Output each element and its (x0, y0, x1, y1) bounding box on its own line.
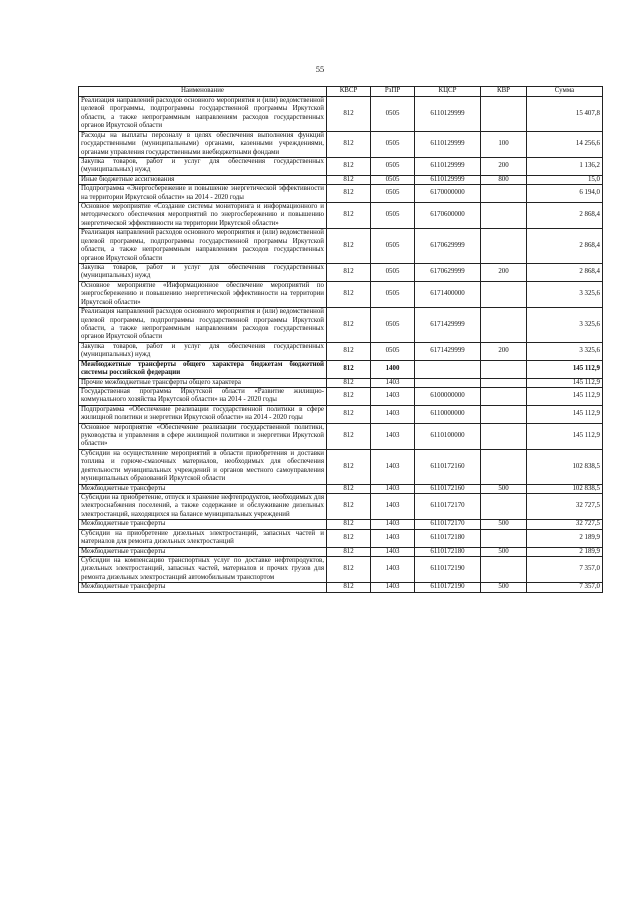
table-row (79, 405, 603, 423)
cell-kcsr: 6110129999 (415, 157, 481, 175)
table-row (79, 264, 603, 282)
cell-rzpr: 0505 (371, 157, 415, 175)
cell-rzpr: 0505 (371, 264, 415, 282)
table-row (79, 342, 603, 360)
table-row (79, 493, 603, 519)
cell-kvr: 100 (481, 131, 527, 157)
header-rzpr: РзПР (371, 87, 415, 97)
cell-kvsr: 812 (327, 308, 371, 343)
cell-name: Основное мероприятие «Обеспечение реализации государственной политики, руководства и управления в сфере жилищной политики и энергетики Иркутской области» (79, 423, 327, 449)
cell-kcsr: 6110000000 (415, 405, 481, 423)
table-row (79, 360, 603, 378)
cell-kvsr: 812 (327, 405, 371, 423)
cell-rzpr: 0505 (371, 203, 415, 229)
cell-rzpr: 1403 (371, 387, 415, 405)
header-name: Наименование (79, 87, 327, 97)
table-row (79, 203, 603, 229)
cell-sum: 32 727,5 (527, 520, 603, 529)
cell-sum: 7 357,0 (527, 556, 603, 582)
cell-kvsr: 812 (327, 131, 371, 157)
cell-sum: 14 256,6 (527, 131, 603, 157)
cell-sum: 15 407,8 (527, 97, 603, 132)
cell-sum: 2 189,9 (527, 529, 603, 547)
cell-kvr (481, 378, 527, 387)
table-row (79, 229, 603, 264)
cell-name: Государственная программа Иркутской области «Развитие жилищно-коммунального хозяйства Иркутской области» на 2014 - 2020 годы (79, 387, 327, 405)
cell-kcsr: 6110172170 (415, 493, 481, 519)
cell-kvsr: 812 (327, 203, 371, 229)
cell-kvr (481, 185, 527, 203)
table-row (79, 556, 603, 582)
cell-name: Основное мероприятие «Информационное обеспечение мероприятий по энергосбережению и повышению энергетической эффективности на территории Иркутской области» (79, 281, 327, 307)
table-row (79, 583, 603, 592)
cell-rzpr: 1403 (371, 449, 415, 484)
cell-name: Подпрограмма «Обеспечение реализации государственной политики в сфере жилищной политики и энергетики Иркутской области» на 2014 - 2020 годы (79, 405, 327, 423)
table-row (79, 387, 603, 405)
cell-kcsr (415, 378, 481, 387)
cell-kcsr: 6170629999 (415, 229, 481, 264)
cell-kvr (481, 308, 527, 343)
cell-name: Закупка товаров, работ и услуг для обеспечения государственных (муниципальных) нужд (79, 264, 327, 282)
cell-kcsr: 6110172180 (415, 529, 481, 547)
cell-kvr (481, 387, 527, 405)
cell-rzpr: 1403 (371, 583, 415, 592)
cell-sum: 145 112,9 (527, 360, 603, 378)
cell-kvr: 200 (481, 264, 527, 282)
cell-sum: 3 325,6 (527, 281, 603, 307)
cell-sum: 145 112,9 (527, 387, 603, 405)
header-sum: Сумма (527, 87, 603, 97)
cell-rzpr: 1403 (371, 405, 415, 423)
cell-sum: 2 189,9 (527, 547, 603, 556)
cell-rzpr: 0505 (371, 308, 415, 343)
cell-name: Субсидии на приобретение дизельных электростанций, запасных частей и материалов для ремонта дизельных электростанций (79, 529, 327, 547)
cell-kcsr (415, 360, 481, 378)
page-number: 55 (315, 64, 325, 74)
table-row (79, 529, 603, 547)
cell-kvr: 200 (481, 342, 527, 360)
cell-kvr (481, 360, 527, 378)
cell-sum: 102 838,5 (527, 449, 603, 484)
table-row (79, 423, 603, 449)
table-row (79, 378, 603, 387)
cell-kcsr: 6170000000 (415, 185, 481, 203)
table-row (79, 308, 603, 343)
cell-kcsr: 6110172170 (415, 520, 481, 529)
cell-kcsr: 6110172190 (415, 583, 481, 592)
cell-name: Закупка товаров, работ и услуг для обеспечения государственных (муниципальных) нужд (79, 157, 327, 175)
cell-sum: 6 194,0 (527, 185, 603, 203)
cell-name: Реализация направлений расходов основного мероприятия и (или) ведомственной целевой программы, подпрограммы государственной программы Иркутской области, а также непрограммным направлениям расходов государственных органов Иркутской области (79, 97, 327, 132)
cell-name: Иные бюджетные ассигнования (79, 175, 327, 184)
cell-kvsr: 812 (327, 157, 371, 175)
header-kvsr: КВСР (327, 87, 371, 97)
cell-kvsr: 812 (327, 484, 371, 493)
cell-sum: 7 357,0 (527, 583, 603, 592)
cell-kcsr: 6110172160 (415, 484, 481, 493)
table-header-row (79, 87, 603, 97)
cell-name: Межбюджетные трансферты (79, 484, 327, 493)
cell-name: Межбюджетные трансферты (79, 547, 327, 556)
cell-rzpr: 1403 (371, 423, 415, 449)
cell-kvsr: 812 (327, 281, 371, 307)
cell-rzpr: 0505 (371, 185, 415, 203)
header-kcsr: КЦСР (415, 87, 481, 97)
cell-name: Закупка товаров, работ и услуг для обеспечения государственных (муниципальных) нужд (79, 342, 327, 360)
table-row (79, 547, 603, 556)
cell-rzpr: 1403 (371, 547, 415, 556)
cell-kvr (481, 529, 527, 547)
cell-sum: 1 136,2 (527, 157, 603, 175)
cell-kvsr: 812 (327, 360, 371, 378)
cell-kvsr: 812 (327, 423, 371, 449)
cell-kvr (481, 203, 527, 229)
cell-sum: 32 727,5 (527, 493, 603, 519)
table-row (79, 281, 603, 307)
cell-name: Субсидии на осуществление мероприятий в области приобретения и доставки топлива и горюче-смазочных материалов, необходимых для обеспечения деятельности муниципальных учреждений и органов местного самоуправления муниципальных образований Иркутской области (79, 449, 327, 484)
cell-rzpr: 1403 (371, 529, 415, 547)
cell-kvr: 800 (481, 175, 527, 184)
cell-kvsr: 812 (327, 185, 371, 203)
table-row (79, 175, 603, 184)
table-row (79, 520, 603, 529)
cell-name: Реализация направлений расходов основного мероприятия и (или) ведомственной целевой программы, подпрограммы государственной программы Иркутской области, а также непрограммным направлениям расходов государственных органов Иркутской области (79, 308, 327, 343)
cell-kcsr: 6170629999 (415, 264, 481, 282)
cell-rzpr: 0505 (371, 229, 415, 264)
cell-sum: 145 112,9 (527, 378, 603, 387)
cell-kvr: 200 (481, 157, 527, 175)
cell-kvr (481, 281, 527, 307)
cell-kvsr: 812 (327, 556, 371, 582)
cell-kcsr: 6110100000 (415, 423, 481, 449)
cell-name: Субсидии на приобретение, отпуск и хранение нефтепродуктов, необходимых для электроснабжения поселений, а также содержание и обслуживание дизельных электростанций, находящихся на балансе муниципальных учреждений (79, 493, 327, 519)
cell-name: Реализация направлений расходов основного мероприятия и (или) ведомственной целевой программы, подпрограммы государственной программы Иркутской области, а также непрограммным направлениям расходов государственных органов Иркутской области (79, 229, 327, 264)
header-kvr: КВР (481, 87, 527, 97)
cell-name: Прочие межбюджетные трансферты общего характера (79, 378, 327, 387)
cell-kvsr: 812 (327, 387, 371, 405)
cell-kvsr: 812 (327, 342, 371, 360)
cell-sum: 2 868,4 (527, 229, 603, 264)
cell-kcsr: 6171400000 (415, 281, 481, 307)
cell-sum: 3 325,6 (527, 342, 603, 360)
cell-kvr (481, 449, 527, 484)
table-row (79, 97, 603, 132)
cell-kvsr: 812 (327, 520, 371, 529)
cell-kvr (481, 97, 527, 132)
cell-kvr (481, 493, 527, 519)
table-body (79, 97, 603, 593)
table-row (79, 157, 603, 175)
cell-rzpr: 1403 (371, 556, 415, 582)
cell-kcsr: 6110172180 (415, 547, 481, 556)
cell-kvsr: 812 (327, 264, 371, 282)
cell-kcsr: 6100000000 (415, 387, 481, 405)
cell-rzpr: 0505 (371, 175, 415, 184)
cell-kvr: 500 (481, 520, 527, 529)
cell-kvr (481, 405, 527, 423)
cell-name: Подпрограмма «Энергосбережение и повышение энергетической эффективности на территории Иркутской области» на 2014 - 2020 годы (79, 185, 327, 203)
cell-rzpr: 1400 (371, 360, 415, 378)
cell-kcsr: 6171429999 (415, 308, 481, 343)
cell-sum: 145 112,9 (527, 423, 603, 449)
cell-kcsr: 6170600000 (415, 203, 481, 229)
cell-kvsr: 812 (327, 493, 371, 519)
cell-kvr (481, 556, 527, 582)
cell-kvsr: 812 (327, 378, 371, 387)
cell-kvr (481, 423, 527, 449)
cell-kvsr: 812 (327, 547, 371, 556)
budget-table (78, 86, 603, 593)
cell-name: Межбюджетные трансферты (79, 583, 327, 592)
cell-rzpr: 0505 (371, 342, 415, 360)
cell-kvsr: 812 (327, 229, 371, 264)
cell-name: Основное мероприятие «Создание системы мониторинга и информационного и методического обеспечения мероприятий по энергосбережению и повышению энергетической эффективности на территории Иркутской области» (79, 203, 327, 229)
cell-kvr: 500 (481, 484, 527, 493)
cell-kcsr: 6171429999 (415, 342, 481, 360)
cell-kvr: 500 (481, 583, 527, 592)
cell-name: Субсидии на компенсацию транспортных услуг по доставке нефтепродуктов, дизельных электростанций, запасных частей, материалов и прочих грузов для ремонта дизельных электростанций автомобильным транспортом (79, 556, 327, 582)
cell-kvsr: 812 (327, 97, 371, 132)
cell-sum: 3 325,6 (527, 308, 603, 343)
table-row (79, 131, 603, 157)
cell-sum: 15,0 (527, 175, 603, 184)
cell-rzpr: 1403 (371, 493, 415, 519)
cell-sum: 102 838,5 (527, 484, 603, 493)
cell-sum: 145 112,9 (527, 405, 603, 423)
cell-kcsr: 6110172160 (415, 449, 481, 484)
cell-kvr (481, 229, 527, 264)
cell-kcsr: 6110172190 (415, 556, 481, 582)
cell-rzpr: 1403 (371, 520, 415, 529)
cell-sum: 2 868,4 (527, 203, 603, 229)
cell-kcsr: 6110129999 (415, 97, 481, 132)
table-row (79, 449, 603, 484)
cell-name: Расходы на выплаты персоналу в целях обеспечения выполнения функций государственными (муниципальными) органами, казенными учреждениями, органами управления государственными внебюджетными фондами (79, 131, 327, 157)
cell-kvr: 500 (481, 547, 527, 556)
cell-rzpr: 0505 (371, 131, 415, 157)
cell-kvsr: 812 (327, 583, 371, 592)
cell-name: Межбюджетные трансферты общего характера бюджетам бюджетной системы российской федерации (79, 360, 327, 378)
cell-rzpr: 0505 (371, 281, 415, 307)
cell-rzpr: 1403 (371, 484, 415, 493)
cell-kvsr: 812 (327, 529, 371, 547)
cell-name: Межбюджетные трансферты (79, 520, 327, 529)
cell-kvsr: 812 (327, 175, 371, 184)
table-row (79, 484, 603, 493)
table-row (79, 185, 603, 203)
cell-rzpr: 1403 (371, 378, 415, 387)
cell-kvsr: 812 (327, 449, 371, 484)
cell-kcsr: 6110129999 (415, 175, 481, 184)
cell-rzpr: 0505 (371, 97, 415, 132)
cell-sum: 2 868,4 (527, 264, 603, 282)
cell-kcsr: 6110129999 (415, 131, 481, 157)
